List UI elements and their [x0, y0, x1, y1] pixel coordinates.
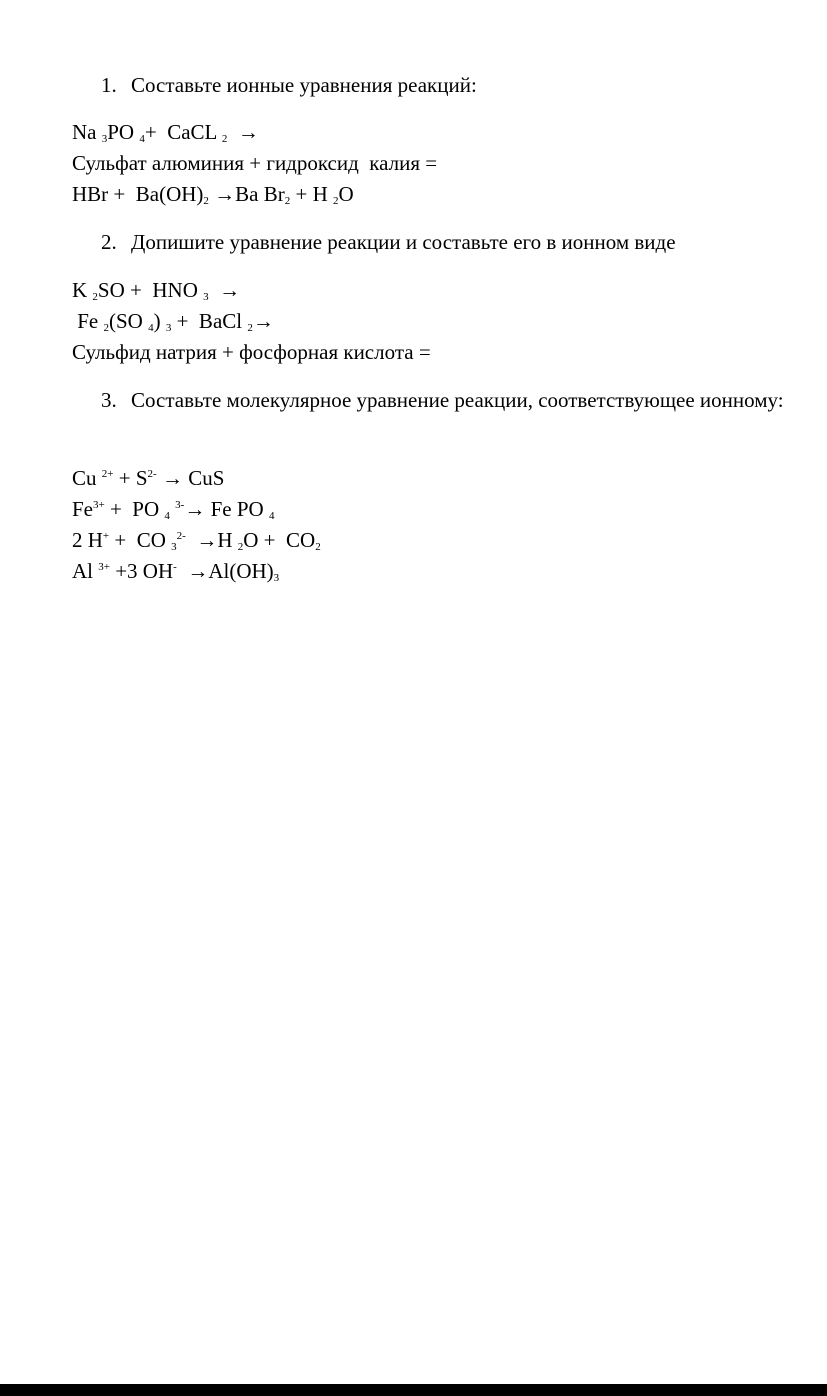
equation-line [72, 337, 431, 368]
subscript: 4 [139, 133, 145, 145]
task-3-number: 3. [101, 388, 117, 412]
task-1-number: 1. [101, 73, 117, 97]
subscript: 2 [203, 195, 209, 207]
task-2-number: 2. [101, 230, 117, 254]
subscript: 3 [101, 133, 108, 145]
equation-text: 2 H [72, 528, 103, 552]
subscript: 3 [273, 572, 280, 584]
subscript: 2 [333, 195, 339, 207]
subscript: 2 [103, 322, 109, 334]
equation-text: O [338, 182, 354, 206]
subscript: 2 [221, 133, 228, 145]
equation-line [72, 275, 240, 306]
equation-line [72, 525, 321, 556]
equation-text: + CaCL [144, 120, 222, 144]
bottom-black-bar [0, 1384, 827, 1396]
equation-text: → [208, 278, 241, 302]
subscript: 2 [247, 322, 253, 334]
equation-text: → [227, 120, 259, 144]
equation-line [72, 556, 279, 587]
superscript: 2+ [101, 468, 114, 480]
equation-text: + PO [104, 497, 165, 521]
superscript: 2- [147, 468, 157, 480]
subscript: 4 [164, 510, 170, 522]
subscript: 4 [268, 510, 275, 522]
task-3-title: Составьте молекулярное уравнение реакции, соответствующее ионному: [131, 388, 784, 412]
superscript: 2- [176, 530, 186, 542]
equation-text: SO + HNO [97, 278, 204, 302]
equation-line [72, 306, 274, 337]
equation-text: →Al(OH) [176, 559, 274, 583]
equation-text: Na [72, 120, 102, 144]
subscript: 2 [92, 291, 98, 303]
equation-text: O + CO [243, 528, 316, 552]
equation-line [72, 494, 274, 525]
equation-text: K [72, 278, 93, 302]
subscript: 2 [315, 541, 321, 553]
equation-text: HBr + Ba(OH) [72, 182, 204, 206]
subscript: 3 [171, 541, 177, 553]
equation-text: Сульфид натрия + фосфорная кислота = [72, 340, 431, 364]
equation-text: + H [290, 182, 333, 206]
equation-line [72, 117, 259, 148]
equation-line [72, 463, 224, 494]
equation-text: (SO [109, 309, 149, 333]
equation-text: Al [72, 559, 99, 583]
subscript: 3 [165, 322, 172, 334]
equation-text: Fe [72, 309, 104, 333]
subscript: 2 [284, 195, 291, 207]
subscript: 4 [148, 322, 154, 334]
equation-text: → [252, 309, 274, 333]
equation-text: Cu [72, 466, 102, 490]
task-2-title: Допишите уравнение реакции и составьте его в ионном виде [131, 230, 676, 254]
subscript: 2 [237, 541, 244, 553]
equation-text: ) [153, 309, 166, 333]
superscript: 3+ [93, 499, 105, 511]
equation-text: + BaCl [171, 309, 248, 333]
equation-text: +3 OH [109, 559, 174, 583]
equation-line [72, 148, 437, 179]
equation-text: PO [107, 120, 140, 144]
equation-text: →H [185, 528, 238, 552]
equation-text: →Ba Br [208, 182, 285, 206]
equation-text: → Fe PO [184, 497, 269, 521]
task-1-title: Составьте ионные уравнения реакций: [131, 73, 477, 97]
superscript: 3- [175, 499, 185, 511]
superscript: 3+ [98, 561, 110, 573]
equation-text: Fe [72, 497, 93, 521]
equation-text: → CuS [156, 466, 225, 490]
equation-text: + CO [109, 528, 172, 552]
equation-text: + S [113, 466, 148, 490]
superscript: - [173, 561, 177, 573]
superscript: + [102, 530, 110, 542]
equation-text: Сульфат алюминия + гидроксид калия = [72, 151, 438, 175]
subscript: 3 [203, 291, 209, 303]
equation-line [72, 179, 354, 210]
